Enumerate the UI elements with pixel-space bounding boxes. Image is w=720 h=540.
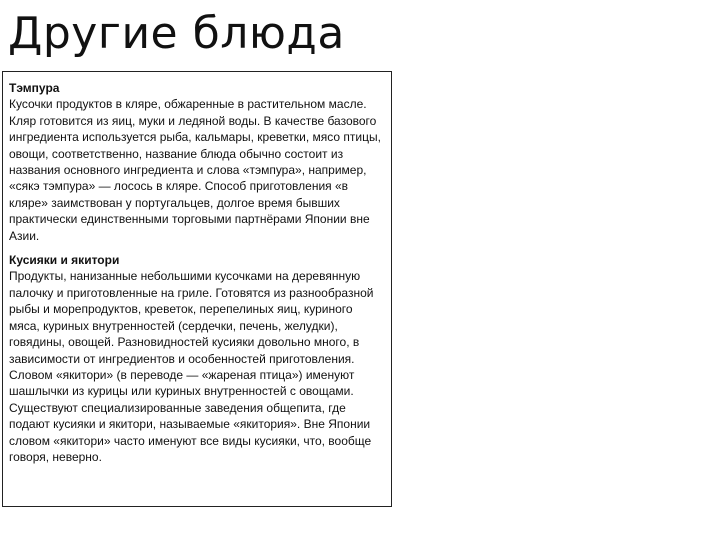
section-heading: Кусияки и якитори: [9, 253, 120, 268]
content-box: [2, 71, 392, 507]
section-kushiyaki: [9, 252, 385, 465]
section-heading: Тэмпура: [9, 81, 60, 95]
page-title: Другие блюда: [8, 8, 345, 59]
section-tempura: [9, 80, 385, 244]
section-text: Продукты, нанизанные небольшими кусочками на деревянную палочку и приготовленные на гриле. Готовятся из разнообразной рыбы и морепродуктов, креветок, перепелиных яиц, куриного мяса, куриных внутренностей (сердечки, печень, желудки), говядины, овощей. Разновидностей кусияки довольно много, в зависимости от ингредиентов и особенностей приготовления. Словом «якитори» (в переводе — «жареная птица») именуют шашлычки из курицы или куриных внутренностей с овощами. Существуют специализированные заведения общепита, где подают кусияки и якитори, называемые «якитория». Вне Японии словом «якитори» часто именуют все виды кусияки, что, вообще говоря, неверно.: [9, 269, 374, 464]
section-text: Кусочки продуктов в кляре, обжаренные в растительном масле. Кляр готовится из яиц, муки и ледяной воды. В качестве базового ингредиента используется рыба, кальмары, креветки, мясо птицы, овощи, соответственно, название блюда обычно состоит из названия основного ингредиента и слова «тэмпура», например, «сякэ тэмпура» — лосось в кляре. Способ приготовления «в кляре» заимствован у португальцев, долгое время бывших практически единственными торговыми партнёрами Японии вне Азии.: [9, 97, 381, 243]
